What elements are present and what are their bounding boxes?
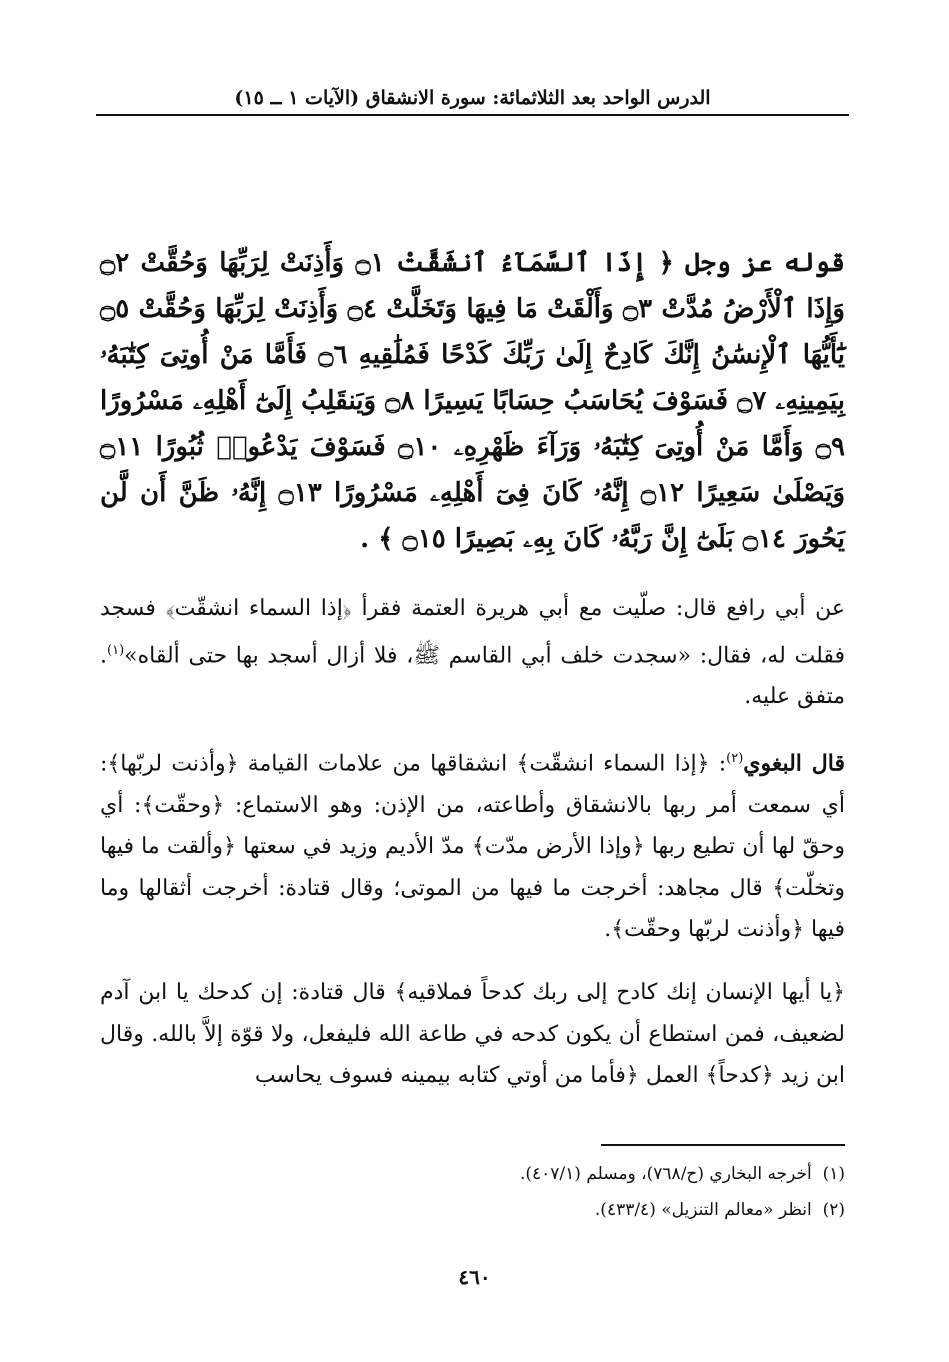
hadith-text: عن أبي رافع قال: صلّيت مع أبي هريرة العتمة فقرأ ﴿إذا السماء انشقّت﴾ فسجد فقلت له، فقال: «سجدت خلف أبي القاسم ﷺ، فلا أزال أسجد بها حتى ألقاه» [100, 596, 845, 668]
verses-text: ﴿ إِذَا ٱلسَّمَآءُ ٱنشَقَّتْ ۝١ وَأَذِنَتْ لِرَبِّهَا وَحُقَّتْ ۝٢ وَإِذَا ٱلْأَرْضُ مُدَّتْ ۝٣ وَأَلْقَتْ مَا فِيهَا وَتَخَلَّتْ ۝٤ وَأَذِنَتْ لِرَبِّهَا وَحُقَّتْ ۝٥ يَٰٓأَيُّهَا ٱلْإِنسَٰنُ إِنَّكَ كَادِحٌ إِلَىٰ رَبِّكَ كَدْحًا فَمُلَٰقِيهِ ۝٦ فَأَمَّا مَنْ أُوتِىَ كِتَٰبَهُۥ بِيَمِينِهِۦ ۝٧ فَسَوْفَ يُحَاسَبُ حِسَابًا يَسِيرًا ۝٨ وَيَنقَلِبُ إِلَىٰٓ أَهْلِهِۦ مَسْرُورًا ۝٩ وَأَمَّا مَنْ أُوتِىَ كِتَٰبَهُۥ وَرَآءَ ظَهْرِهِۦ ۝١٠ فَسَوْفَ يَدْعُوا۟ ثُبُورًا ۝١١ وَيَصْلَىٰ سَعِيرًا ۝١٢ إِنَّهُۥ كَانَ فِىٓ أَهْلِهِۦ مَسْرُورًا ۝١٣ إِنَّهُۥ ظَنَّ أَن لَّن يَحُورَ ۝١٤ بَلَىٰٓ إِنَّ رَبَّهُۥ كَانَ بِهِۦ بَصِيرًا ۝١٥ ﴾ . [100, 248, 846, 554]
footnote-2 [100, 1192, 845, 1228]
footnote-ref-2[interactable]: (٢) [726, 751, 744, 766]
footnote-number: (١) [822, 1164, 845, 1184]
baghawi-speaker: قال البغوي [743, 750, 846, 777]
footnote-number: (٢) [822, 1200, 845, 1220]
baghawi-text-line [100, 738, 845, 951]
quran-verses-block [100, 240, 845, 562]
footnote-text: أخرجه البخاري (ح/٧٦٨)، ومسلم (٤٠٧/١). [519, 1164, 812, 1184]
footnote-text: انظر «معالم التنزيل» (٤٣٣/٤). [594, 1200, 812, 1220]
quran-verses [100, 240, 845, 562]
footnotes [100, 1156, 845, 1228]
footnote-ref-1[interactable]: (١) [107, 642, 125, 658]
footnote-1 [100, 1156, 845, 1192]
hadith-tail: . متفق عليه. [100, 642, 845, 710]
hadith-text-line [100, 588, 845, 718]
running-header [96, 84, 849, 116]
verses-intro: قوله عز وجل [685, 248, 845, 278]
footnote-divider [601, 1144, 845, 1146]
baghawi-paragraph [100, 738, 845, 951]
page-number: ٤٦٠ [458, 1265, 491, 1289]
hadith-paragraph [100, 588, 845, 718]
running-header-title: الدرس الواحد بعد الثلاثمائة: سورة الانشقاق (الآيات ١ ــ ١٥) [234, 87, 711, 109]
tafsir-text: ﴿يا أيها الإنسان إنك كادح إلى ربك كدحاً فملاقيه﴾ قال قتادة: إن كدحك يا ابن آدم لضعيف، فمن استطاع أن يكون كدحه في طاعة الله فليفعل، ولا قوّة إلاَّ بالله. وقال ابن زيد ﴿كدحاً﴾ العمل ﴿فأما من أوتي كتابه بيمينه فسوف يحاسب [100, 980, 845, 1088]
tafsir-paragraph [100, 972, 845, 1097]
baghawi-text: : ﴿إذا السماء انشقّت﴾ انشقاقها من علامات القيامة ﴿وأذنت لربّها﴾: أي سمعت أمر ربها بالانشقاق وأطاعته، من الإذن: وهو الاستماع: ﴿وحقّت﴾: أي وحقّ لها أن تطيع ربها ﴿وإذا الأرض مدّت﴾ مدّ الأديم وزيد في سعتها ﴿وألقت ما فيها وتخلّت﴾ قال مجاهد: أخرجت ما فيها من الموتى؛ وقال قتادة: أخرجت أثقالها وما فيها ﴿وأذنت لربّها وحقّت﴾. [100, 751, 845, 943]
